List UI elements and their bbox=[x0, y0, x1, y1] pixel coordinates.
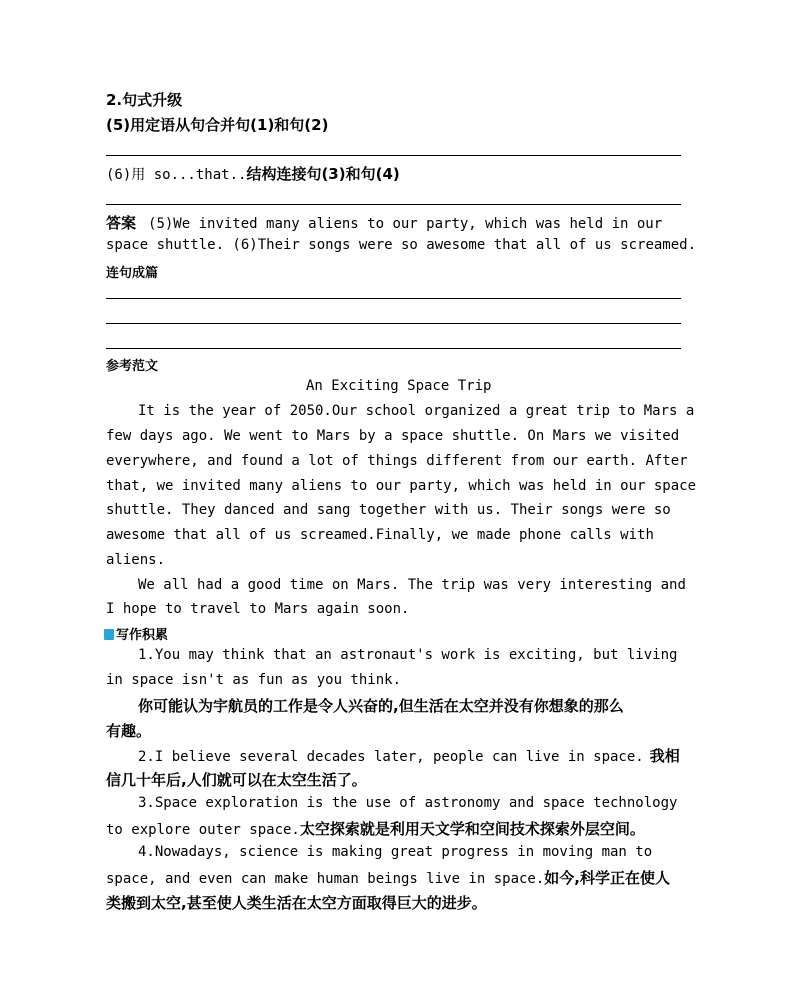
book-icon bbox=[104, 629, 114, 640]
answer-line-q5 bbox=[106, 155, 681, 156]
essay-p2-line: We all had a good time on Mars. The trip was very interesting and bbox=[138, 577, 686, 593]
question-6-suffix: 结构连接句(3)和句(4) bbox=[246, 165, 400, 183]
essay-p1-line: everywhere, and found a lot of things different from our earth. After bbox=[106, 453, 688, 469]
essay-p1-line: that, we invited many aliens to our party, which was held in our space bbox=[106, 478, 697, 494]
answer-text-2: space shuttle. (6)Their songs were so awesome that all of us screamed. bbox=[106, 237, 697, 253]
composition-line-2 bbox=[106, 323, 681, 324]
composition-label: 连句成篇 bbox=[106, 266, 159, 281]
essay-p1-line: shuttle. They danced and sang together with us. Their songs were so bbox=[106, 502, 671, 518]
item-4-zh-b: 类搬到太空,甚至使人类生活在太空方面取得巨大的进步。 bbox=[106, 894, 487, 912]
question-6-prefix: (6)用 so...that.. bbox=[106, 167, 247, 183]
accumulation-label: 写作积累 bbox=[116, 628, 169, 643]
section-title: 2.句式升级 bbox=[106, 91, 183, 109]
essay-title: An Exciting Space Trip bbox=[306, 378, 492, 394]
item-2-line-1 bbox=[138, 745, 680, 766]
answer-text-1: (5)We invited many aliens to our party, which was held in our bbox=[148, 216, 663, 232]
essay-p1-line: aliens. bbox=[106, 552, 166, 568]
item-1-en: in space isn't as fun as you think. bbox=[106, 672, 402, 688]
composition-line-3 bbox=[106, 348, 681, 349]
item-1-zh: 有趣。 bbox=[106, 722, 152, 740]
item-2-en: 2.I believe several decades later, people can live in space. bbox=[138, 749, 644, 765]
item-2-zh-b: 信几十年后,人们就可以在太空生活了。 bbox=[106, 771, 367, 789]
essay-p2-line: I hope to travel to Mars again soon. bbox=[106, 601, 410, 617]
item-3-en-1: 3.Space exploration is the use of astronomy and space technology bbox=[138, 795, 678, 811]
essay-p1-line: awesome that all of us screamed.Finally, we made phone calls with bbox=[106, 527, 654, 543]
item-3-line-2 bbox=[106, 818, 645, 839]
item-1-zh: 你可能认为宇航员的工作是令人兴奋的,但生活在太空并没有你想象的那么 bbox=[138, 697, 624, 715]
item-2-zh-a: 我相 bbox=[649, 747, 680, 765]
item-4-line-2 bbox=[106, 867, 670, 888]
answer-label: 答案 bbox=[106, 214, 137, 232]
item-4-en-2: space, and even can make human beings live in space. bbox=[106, 871, 545, 887]
answer-line-q6 bbox=[106, 204, 681, 205]
answer-line-1 bbox=[106, 212, 662, 233]
accumulation-heading bbox=[104, 624, 168, 644]
composition-line-1 bbox=[106, 298, 681, 299]
item-3-zh: 太空探索就是利用天文学和空间技术探索外层空间。 bbox=[299, 820, 645, 838]
essay-p1-line: few days ago. We went to Mars by a space shuttle. On Mars we visited bbox=[106, 428, 680, 444]
question-6-prompt bbox=[106, 163, 400, 184]
sample-label: 参考范文 bbox=[106, 359, 159, 374]
essay-p1-line: It is the year of 2050.Our school organized a great trip to Mars a bbox=[138, 403, 695, 419]
item-4-en-1: 4.Nowadays, science is making great progress in moving man to bbox=[138, 844, 653, 860]
question-5-prompt: (5)用定语从句合并句(1)和句(2) bbox=[106, 116, 329, 134]
item-1-en: 1.You may think that an astronaut's work is exciting, but living bbox=[138, 647, 678, 663]
item-3-en-2: to explore outer space. bbox=[106, 822, 300, 838]
item-4-zh-a: 如今,科学正在使人 bbox=[544, 869, 670, 887]
